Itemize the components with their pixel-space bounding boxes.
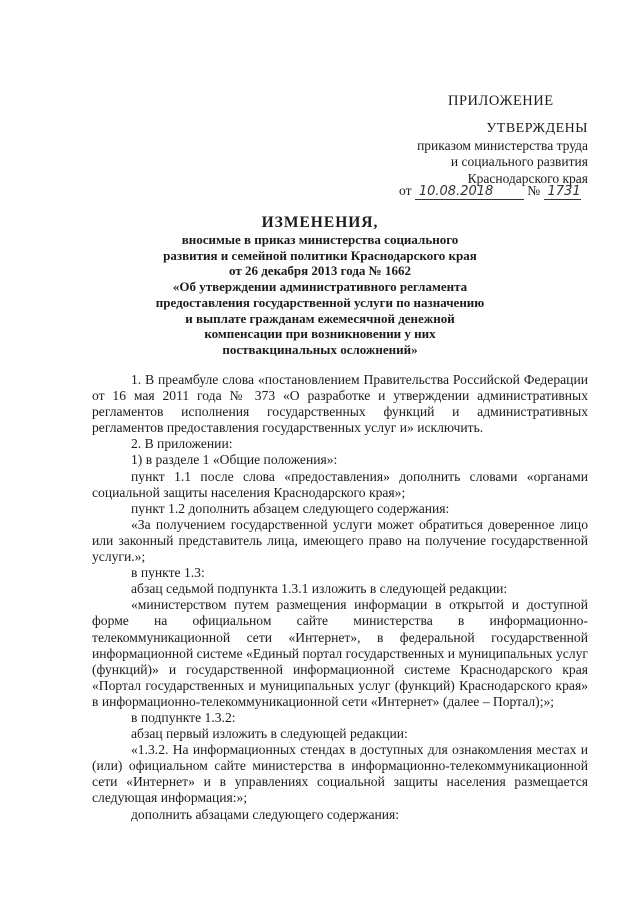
- title-subtitle-line: и выплате гражданам ежемесячной денежной: [185, 310, 455, 326]
- handwritten-order-date: 10.08.2018: [415, 184, 524, 200]
- body-paragraph: «1.3.2. На информационных стендах в доступных для ознакомления местах и (или) официальном сайте министерства в информационно-телекоммуникационной сети «Интернет» и в управлениях социальной защиты населения размещается следующая информация:»;: [92, 742, 588, 806]
- order-date-number-line: [399, 183, 581, 200]
- body-paragraph: 2. В приложении:: [131, 436, 233, 452]
- document-title: ИЗМЕНЕНИЯ,: [261, 214, 379, 231]
- body-paragraph: 1. В преамбуле слова «постановлением Правительства Российской Федерации от 16 мая 2011 года № 373 «О разработке и утверждении административных регламентов исполнения государственных функций и административных регламентов предоставления государственных услуг и» исключить.: [92, 372, 588, 436]
- order-number-label: №: [527, 183, 541, 198]
- title-subtitle-line: от 26 декабря 2013 года № 1662: [229, 263, 411, 279]
- title-subtitle-line: вносимые в приказ министерства социального: [181, 232, 459, 247]
- body-paragraph: «За получением государственной услуги может обратиться доверенное лицо или законный представитель лица, имеющего право на получение государственной услуги.»;: [92, 516, 588, 565]
- body-paragraph: абзац седьмой подпункта 1.3.1 изложить в следующей редакции:: [131, 581, 508, 597]
- approved-by-line: приказом министерства труда: [417, 137, 588, 153]
- body-paragraph: пункт 1.1 после слова «предоставления» дополнить словами «органами социальной защиты населения Краснодарского края»;: [92, 468, 588, 500]
- body-paragraph: в пункте 1.3:: [131, 565, 205, 581]
- approved-by-line: и социального развития: [450, 154, 588, 169]
- title-subtitle-line: компенсации при возникновении у них: [204, 326, 436, 342]
- body-paragraph: в подпункте 1.3.2:: [131, 709, 236, 725]
- title-subtitle-line: «Об утверждении административного регламента: [172, 279, 468, 295]
- body-paragraph: абзац первый изложить в следующей редакции:: [131, 726, 408, 742]
- appendix-heading: ПРИЛОЖЕНИЕ: [448, 93, 554, 109]
- body-paragraph: 1) в разделе 1 «Общие положения»:: [131, 452, 338, 468]
- body-paragraph: дополнить абзацами следующего содержания:: [131, 806, 400, 822]
- title-subtitle-line: предоставления государственной услуги по назначению: [155, 294, 485, 310]
- order-date-prefix: от: [399, 183, 412, 198]
- approval-block: [400, 121, 588, 187]
- document-body: [92, 372, 588, 823]
- body-paragraph: пункт 1.2 дополнить абзацем следующего содержания:: [131, 500, 450, 516]
- document-title-block: [150, 213, 490, 358]
- handwritten-order-number: 1731: [544, 184, 581, 200]
- body-paragraph: «министерством путем размещения информации в открытой и доступной форме на официальном сайте министерства в информационно-телекоммуникационной сети «Интернет», в федеральной государственной информационной системе «Единый портал государственных и муниципальных услуг (функций)» и государственной информационной системе Краснодарского края «Портал государственных и муниципальных услуг (функций) Краснодарского края» в информационно-телекоммуникационной сети «Интернет» (далее – Портал);»;: [92, 597, 588, 709]
- title-subtitle-line: поствакцинальных осложнений»: [222, 341, 418, 357]
- approved-label: УТВЕРЖДЕНЫ: [486, 121, 588, 136]
- approved-by-line: Краснодарского края: [467, 170, 588, 186]
- title-subtitle-line: развития и семейной политики Краснодарского края: [163, 247, 477, 263]
